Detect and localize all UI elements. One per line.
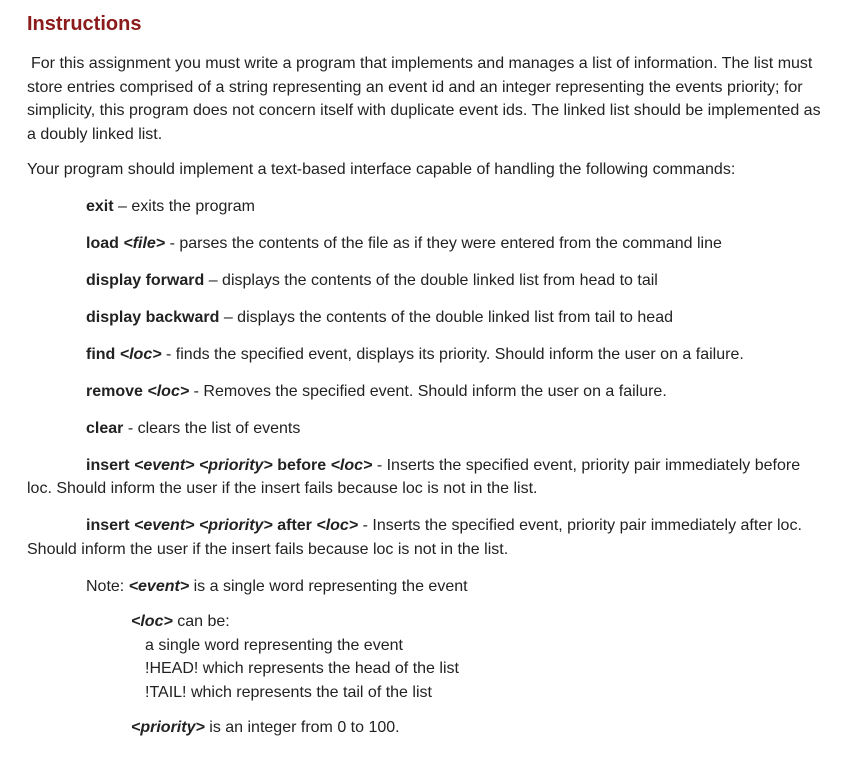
command-description: - clears the list of events xyxy=(123,419,301,437)
loc-option: !TAIL! which represents the tail of the list xyxy=(145,683,432,701)
command-name: display backward xyxy=(86,308,220,326)
note-loc-intro: can be: xyxy=(172,613,230,630)
intro-paragraph: For this assignment you must write a program that implements and manages a list of information. The list must store entries comprised of a string representing an event id and an integer representing the events priority; for simplicity, this program does not concern itself with duplicate event ids. The linked list should be implemented as a doubly linked list. xyxy=(27,55,821,143)
note-loc xyxy=(131,610,827,634)
command-description: - Inserts the specified event, priority pair immediately before loc. Should inform the user if the insert fails because loc is not in the list. xyxy=(27,456,801,497)
document-page xyxy=(27,10,827,740)
command-insert-before xyxy=(27,454,827,501)
command-argument-event: <event> xyxy=(134,517,195,534)
command-description: – displays the contents of the double linked list from head to tail xyxy=(204,271,658,289)
command-name: display forward xyxy=(86,271,205,289)
command-name: clear xyxy=(86,419,124,437)
command-load xyxy=(86,232,827,256)
loc-option: a single word representing the event xyxy=(145,636,403,654)
command-name: load xyxy=(86,234,124,252)
command-description: - parses the contents of the file as if they were entered from the command line xyxy=(165,234,722,252)
command-display-forward xyxy=(86,269,827,293)
command-description: - Inserts the specified event, priority pair immediately after loc. Should inform the user if the insert fails because loc is not in the list. xyxy=(27,517,802,558)
command-name: remove xyxy=(86,382,148,400)
command-find xyxy=(86,343,827,367)
command-exit xyxy=(86,195,827,219)
command-keyword: after xyxy=(272,517,317,534)
command-description: – exits the program xyxy=(113,197,255,215)
note-priority-term: <priority> xyxy=(131,719,205,736)
note-event-description: is a single word representing the event xyxy=(189,577,468,595)
command-name: find xyxy=(86,345,120,363)
command-argument: <loc> xyxy=(119,345,162,363)
command-description: - Removes the specified event. Should inform the user on a failure. xyxy=(189,382,667,400)
command-insert-after xyxy=(27,514,827,561)
section-title: Instructions xyxy=(27,13,142,35)
loc-option: !HEAD! which represents the head of the list xyxy=(145,660,459,677)
note-loc-term: <loc> xyxy=(131,613,173,630)
command-name: insert xyxy=(86,517,135,534)
command-argument-priority: <priority> xyxy=(198,517,273,534)
command-name: insert xyxy=(86,456,135,474)
command-keyword: before xyxy=(272,456,331,474)
command-remove xyxy=(86,380,827,404)
command-argument-loc: <loc> xyxy=(330,456,373,474)
note-event xyxy=(86,575,827,599)
note-priority xyxy=(131,716,827,740)
note-event-term: <event> xyxy=(128,577,190,595)
command-argument: <file> xyxy=(123,234,166,252)
command-description: – displays the contents of the double linked list from tail to head xyxy=(219,308,673,326)
note-prefix: Note: xyxy=(86,577,129,595)
command-clear xyxy=(86,417,827,441)
command-argument-loc: <loc> xyxy=(316,517,359,534)
command-description: - finds the specified event, displays its priority. Should inform the user on a failure. xyxy=(161,345,744,363)
command-argument-priority: <priority> xyxy=(198,456,273,474)
command-display-backward xyxy=(86,306,827,330)
note-priority-description: is an integer from 0 to 100. xyxy=(204,719,400,736)
command-argument: <loc> xyxy=(147,382,190,400)
command-argument-event: <event> xyxy=(134,456,195,474)
command-name: exit xyxy=(86,197,114,215)
commands-lead-paragraph: Your program should implement a text-based interface capable of handling the following commands: xyxy=(27,161,736,178)
